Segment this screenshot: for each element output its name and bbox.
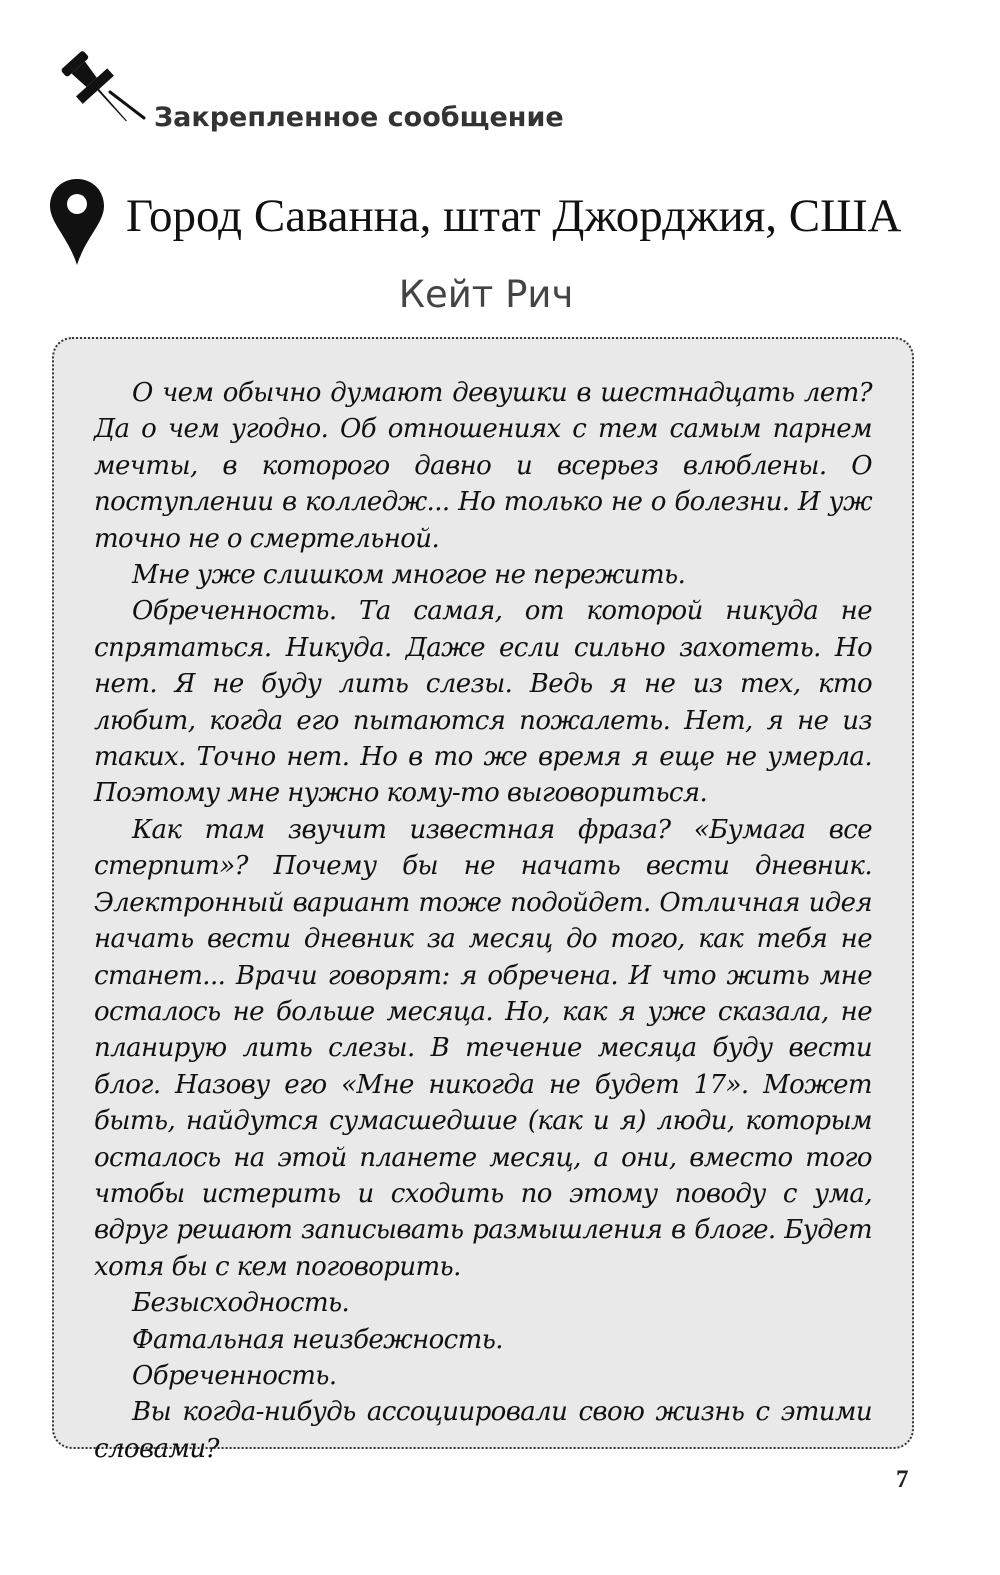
page-number: 7	[896, 1466, 909, 1493]
paragraph: Обреченность. Та самая, от которой никуда не спрятаться. Никуда. Даже если сильно захотеть. Но нет. Я не буду лить слезы. Ведь я не из тех, кто любит, когда его пытаются пожалеть. Нет, я не из таких. Точно нет. Но в то же время я еще не умерла. Поэтому мне нужно кому-то выговориться.	[94, 596, 872, 809]
pushpin-icon	[58, 44, 148, 124]
paragraph: Фатальная неизбежность.	[132, 1324, 503, 1355]
paragraph: Безысходность.	[132, 1288, 350, 1319]
paragraph: О чем обычно думают девушки в шестнадцать лет? Да о чем угодно. Об отношениях с тем самым парнем мечты, в которого давно и всерьез влюблены. О поступлении в колледж... Но только не о болезни. И уж точно не о смертельной.	[94, 378, 872, 554]
paragraph: Мне уже слишком многое не пережить.	[132, 560, 686, 591]
map-marker-icon	[48, 177, 106, 267]
paragraph: Обреченность.	[132, 1360, 337, 1391]
story-text-box	[52, 337, 914, 1464]
author-name: Кейт Рич	[398, 273, 574, 316]
paragraph: Как там звучит известная фраза? «Бумага все стерпит»? Почему бы не начать вести дневник. Электронный вариант тоже подойдет. Отличная идея начать вести дневник за месяц до того, как тебя не станет... Врачи говорят: я обречена. И что жить мне осталось не больше месяца. Но, как я уже сказала, не планирую лить слезы. В течение месяца буду вести блог. Назову его «Мне никогда не будет 17». Может быть, найдутся сумасшедшие (как и я) люди, которым осталось на этой планете месяц, а они, вместо того чтобы истерить и сходить по этому поводу с ума, вдруг решают записывать размышления в блоге. Будет хотя бы с кем поговорить.	[94, 814, 872, 1282]
page-title: Город Саванна, штат Джорджия, США	[126, 190, 902, 242]
paragraph: Вы когда-нибудь ассоциировали свою жизнь с этими словами?	[94, 1397, 872, 1464]
pinned-message-header	[58, 44, 658, 144]
pinned-message-label: Закрепленное сообщение	[154, 102, 564, 133]
